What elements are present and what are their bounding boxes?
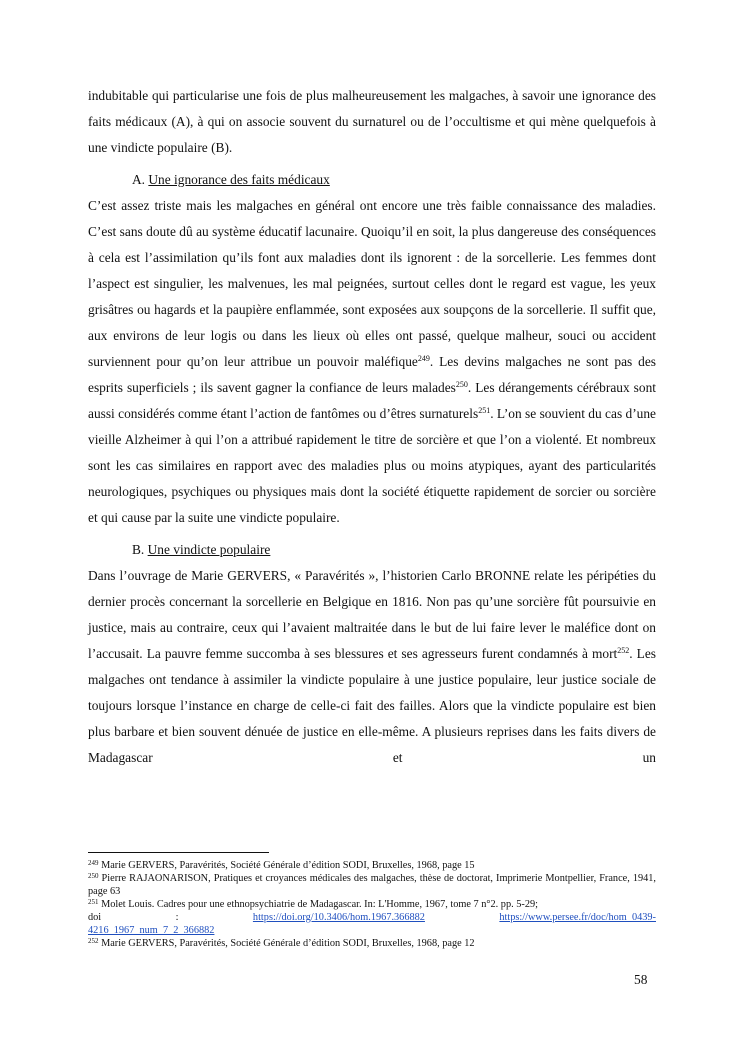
footnote-250 <box>88 872 656 898</box>
footnote-ref-250[interactable]: 250 <box>455 380 468 389</box>
page-body <box>88 83 656 771</box>
doi-label: doi <box>88 912 102 923</box>
footnote-number-252: 252 <box>88 937 99 945</box>
footnote-text-252: Marie GERVERS, Paravérités, Société Générale d’édition SODI, Bruxelles, 1968, page 12 <box>98 938 475 949</box>
footnote-text-250: Pierre RAJAONARISON, Pratiques et croyances médicales des malgaches, thèse de doctorat, Imprimerie Montpellier, France, 1941, page 63 <box>88 873 656 897</box>
section-a-text-1: C’est assez triste mais les malgaches en général ont encore une très faible connaissance des maladies. C’est sans doute dû au système éducatif lacunaire. Quoiqu’il en soit, la plus dangereuse des conséquences à cela est l’assimilation qu’ils font aux maladies dont ils ignorent : de la sorcellerie. Les femmes dont l’aspect est singulier, les malvenues, les mal peignées, surtout celles dont le regard est vague, les yeux grisâtres ou hagards et la paupière enflammée, sont exposées aux soupçons de la sorcellerie. Il suffit que, aux environs de leur logis ou dans les lieux où elles ont passé, quelque malheur, souci ou accident surviennent pour qu’on leur attribue un pouvoir maléfique <box>88 198 656 369</box>
footnote-text-249: Marie GERVERS, Paravérités, Société Générale d’édition SODI, Bruxelles, 1968, page 15 <box>98 860 475 871</box>
intro-paragraph: indubitable qui particularise une fois de plus malheureusement les malgaches, à savoir une ignorance des faits médicaux (A), à qui on associe souvent du surnaturel ou de l’occultisme et qui mène quelquefois à une vindicte populaire (B). <box>88 88 656 155</box>
footnote-249 <box>88 859 656 872</box>
doi-colon: : <box>175 912 179 923</box>
section-b-letter: B. <box>132 542 148 557</box>
section-b-text-2: . Les malgaches ont tendance à assimiler la vindicte populaire à une justice populaire, leur justice sociale de toujours lorsque l’instance en charge de celle-ci fait des failles. Alors que la vindicte populaire est bien plus barbare et bien souvent dénuée de justice en elle-même. A plusieurs reprises dans les faits divers de Madagascar et un <box>88 646 656 765</box>
footnote-number-249: 249 <box>88 859 99 867</box>
footnote-ref-251[interactable]: 251 <box>478 406 491 415</box>
footnote-251-links <box>88 911 656 924</box>
section-a-letter: A. <box>132 172 149 187</box>
footnote-number-251: 251 <box>88 898 99 906</box>
doi-link[interactable]: https://doi.org/10.3406/hom.1967.366882 <box>252 912 425 923</box>
footnote-separator <box>88 852 269 853</box>
section-a-text-4: . L’on se souvient du cas d’une vieille Alzheimer à qui l’on a attribué rapidement le titre de sorcière et que l’on a violenté. Et nombreux sont les cas similaires en rapport avec des maladies plus ou moins atypiques, ayant des particularités neurologiques, psychiques ou physiques mais dont la société étiquette rapidement de sorcier ou sorcière et qui cause par la suite une vindicte populaire. <box>88 406 657 525</box>
footnote-ref-249[interactable]: 249 <box>417 354 430 363</box>
footnote-251-link-continued <box>88 924 656 937</box>
footnotes <box>88 852 656 950</box>
section-b-paragraph <box>88 563 656 771</box>
section-b-heading <box>88 537 656 563</box>
footnote-text-251: Molet Louis. Cadres pour une ethnopsychiatrie de Madagascar. In: L'Homme, 1967, tome 7 n°2. pp. 5-29; <box>98 899 538 910</box>
persee-link[interactable]: https://www.persee.fr/doc/hom_0439- <box>499 912 656 923</box>
section-a-title: Une ignorance des faits médicaux <box>148 172 330 187</box>
section-b-text-1: Dans l’ouvrage de Marie GERVERS, « Paravérités », l’historien Carlo BRONNE relate les péripéties du dernier procès concernant la sorcellerie en Belgique en 1816. Non pas qu’une sorcière fût poursuivie en justice, mais au contraire, ceux qui l’avaient maltraitée dans le but de lui faire lever le maléfice dont on l’accusait. La pauvre femme succomba à ses blessures et ses agresseurs furent condamnés à mort <box>88 568 656 661</box>
section-a-text-2: . Les devins malgaches ne sont pas des esprits superficiels ; ils savent gagner la confiance de leurs malades <box>88 354 656 395</box>
page-number: 58 <box>634 972 648 987</box>
footnote-251 <box>88 898 656 911</box>
section-a-paragraph <box>88 193 656 531</box>
footnote-ref-252[interactable]: 252 <box>617 646 630 655</box>
section-a-text-3: . Les dérangements cérébraux sont aussi considérés comme étant l’action de fantômes ou d’êtres surnaturels <box>88 380 656 421</box>
footnote-number-250: 250 <box>88 872 99 880</box>
section-a-heading <box>88 167 656 193</box>
persee-link-continued[interactable]: 4216_1967_num_7_2_366882 <box>88 925 215 936</box>
footnote-252 <box>88 937 656 950</box>
section-b-title: Une vindicte populaire <box>147 542 271 557</box>
